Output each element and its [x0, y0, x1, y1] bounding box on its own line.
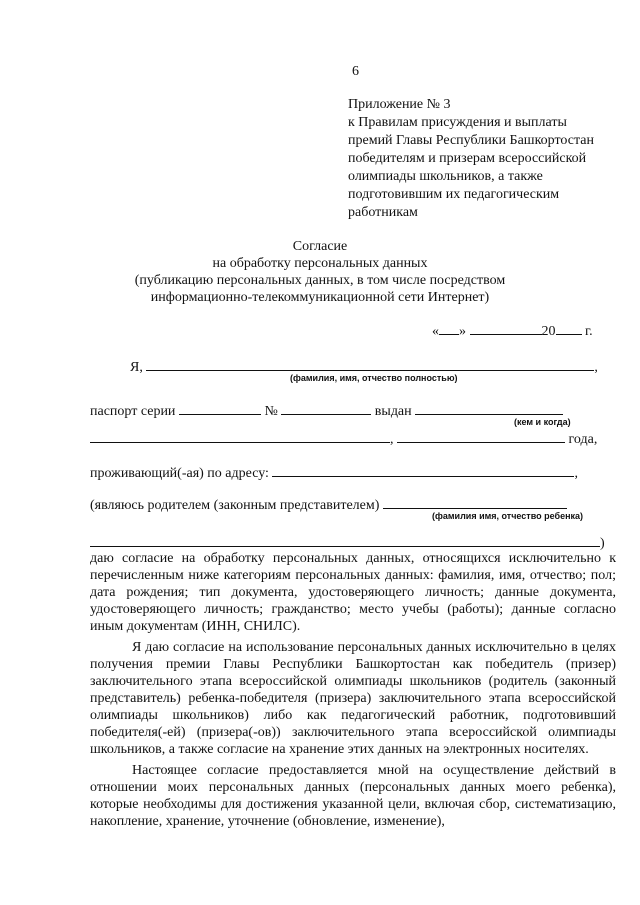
passport-number-field[interactable] [281, 400, 371, 415]
year-prefix: 20 [541, 324, 556, 339]
paragraph-purpose: Я даю согласие на использование персональных данных исключительно в целях получения премии Главы Республики Башкортостан как победитель (призер) заключительного этапа всероссийской олимпиады школьников (родитель (законный представитель) ребенка-победителя (призера) заключительного этапа всероссийской олимпиады школьников) либо как педагогический работник, подготовивший победителя(-ей) (призера(-ов)) заключительного этапа всероссийской олимпиады школьников, а также согласие на хранение этих данных на электронных носителях. [90, 640, 616, 757]
appendix-line: победителям и призерам всероссийской [348, 151, 587, 166]
fio-field[interactable] [146, 356, 594, 371]
close-paren: ) [600, 536, 605, 551]
issued-label: выдан [374, 404, 412, 419]
appendix-line: подготовившим их педагогическим [348, 187, 560, 202]
address-comma: , [574, 466, 578, 481]
issued-by-field[interactable] [415, 400, 563, 415]
passport-row [90, 400, 563, 420]
child-name-field[interactable] [383, 494, 567, 509]
child-continuation-field[interactable] [90, 532, 600, 547]
child-continuation-row [90, 532, 605, 552]
fio-comma: , [594, 360, 598, 375]
title-line: (публикацию персональных данных, в том числе посредством [134, 273, 506, 288]
appendix-line: работникам [348, 205, 418, 220]
page-number: 6 [352, 64, 359, 79]
issued-continuation-field[interactable] [90, 428, 390, 443]
title-line: на обработку персональных данных [212, 256, 428, 271]
paragraph-categories: даю согласие на обработку персональных данных, относящихся исключительно к перечисленным ниже категориям персональных данных: фамилия, имя, отчество; пол; дата рождения; тип документа, удостоверяющего личность; данные документа, удостоверяющего личность; гражданство; место учебы (работы); данные согласно иным документам (ИНН, СНИЛС). [90, 551, 616, 634]
title-line: информационно-телекоммуникационной сети Интернет) [150, 290, 490, 305]
issued-caption: (кем и когда) [514, 417, 571, 427]
consent-body [90, 550, 616, 830]
date-open-quote: « [432, 324, 439, 339]
day-blank[interactable] [439, 320, 459, 335]
year-suffix: г. [585, 324, 593, 339]
month-blank[interactable] [470, 320, 542, 335]
number-label: № [264, 404, 278, 419]
appendix-line: к Правилам присуждения и выплаты [348, 115, 567, 130]
address-row [90, 462, 578, 482]
child-caption: (фамилия имя, отчество ребенка) [432, 511, 584, 521]
appendix-line: Приложение № 3 [348, 97, 451, 112]
year-label: года, [568, 432, 598, 447]
passport-series-field[interactable] [179, 400, 261, 415]
passport-label: паспорт серии [90, 404, 176, 419]
address-label: проживающий(-ая) по адресу: [90, 466, 269, 481]
date-line [432, 320, 593, 340]
i-label: Я, [130, 360, 143, 375]
appendix-line: премий Главы Республики Башкортостан [348, 133, 594, 148]
issued-continuation-row [90, 428, 597, 448]
address-field[interactable] [272, 462, 574, 477]
parent-label: (являюсь родителем (законным представителем) [90, 498, 380, 513]
appendix-header [348, 96, 594, 222]
document-title [0, 238, 640, 306]
year-blank[interactable] [556, 320, 582, 335]
paragraph-actions: Настоящее согласие предоставляется мной на осуществление действий в отношении моих персональных данных (персональных данных моего ребенка), которые необходимы для достижения указанной цели, включая сбор, систематизацию, накопление, хранение, уточнение (обновление, изменение), [90, 763, 616, 829]
issued-comma: , [390, 432, 394, 447]
issued-date-field[interactable] [397, 428, 565, 443]
date-close-quote: » [459, 324, 466, 339]
fio-caption: (фамилия, имя, отчество полностью) [290, 373, 458, 383]
appendix-line: олимпиады школьников, а также [348, 169, 543, 184]
title-heading: Согласие [292, 239, 348, 254]
